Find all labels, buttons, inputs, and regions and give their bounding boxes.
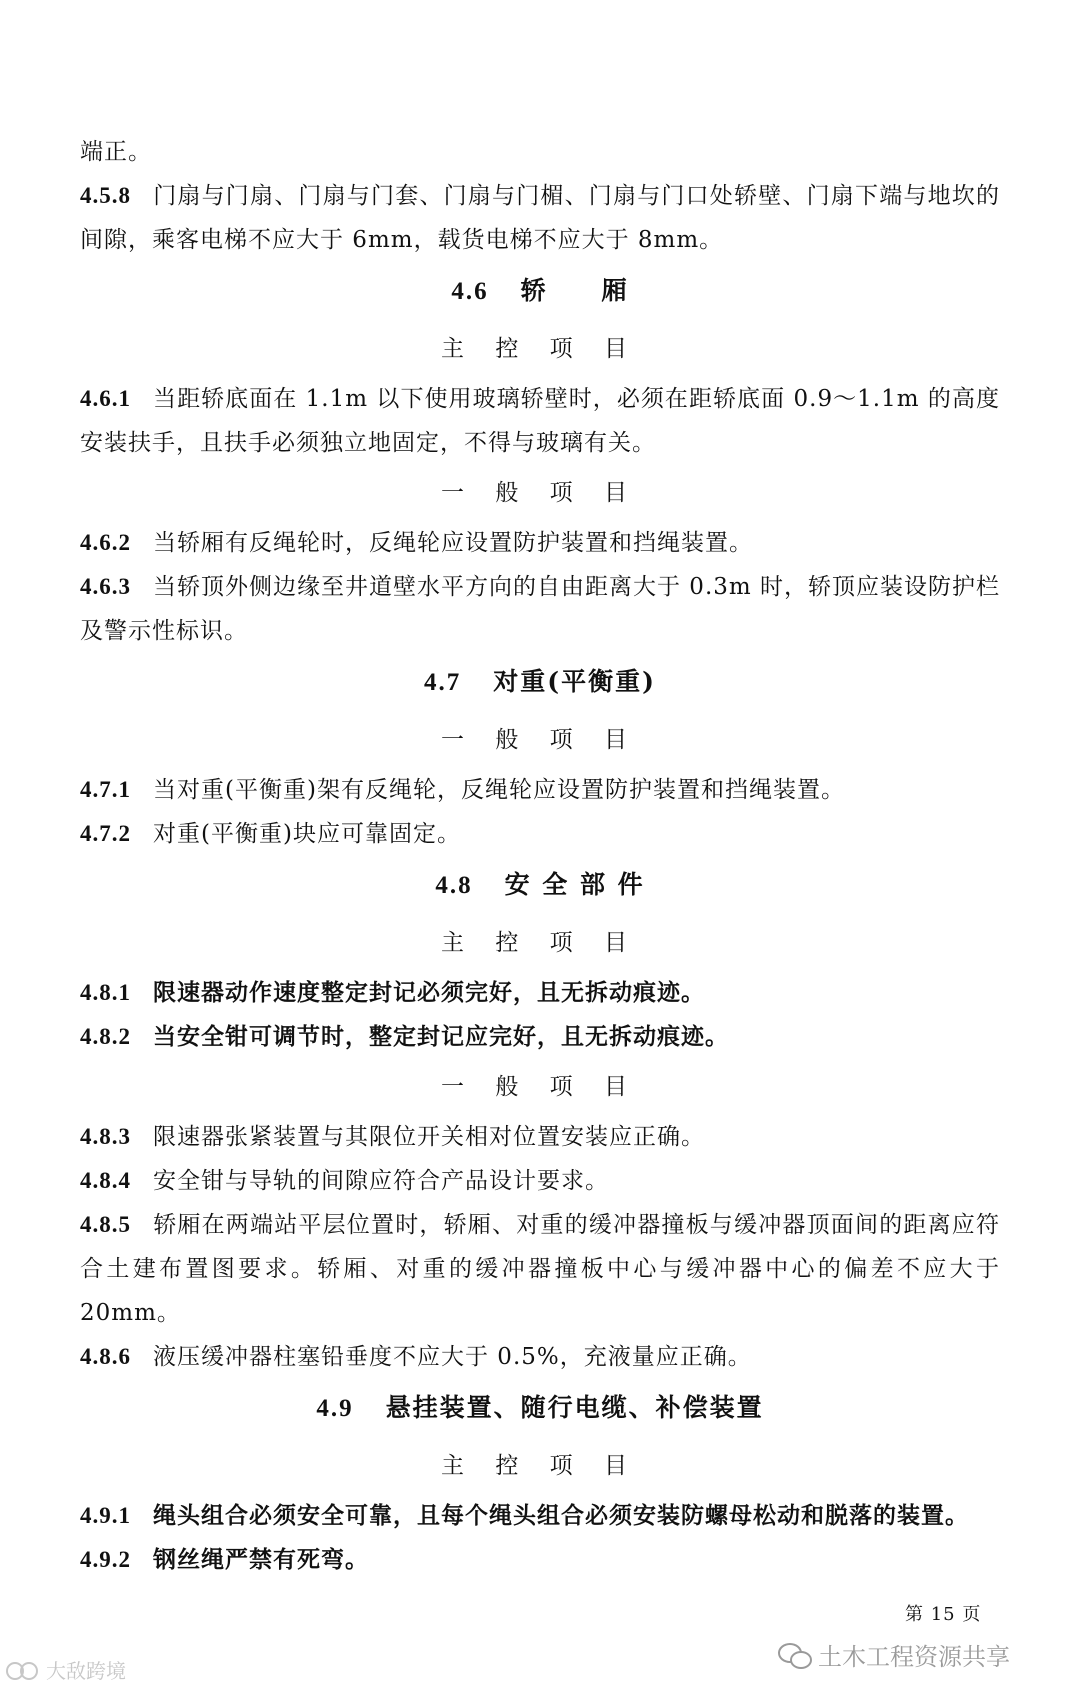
wechat-icon [778,1641,812,1669]
clause-4-8-1: 4.8.1 限速器动作速度整定封记必须完好，且无拆动痕迹。 [80,979,705,1006]
page-number: 第 15 页 [905,1604,982,1625]
section-heading-4-7: 4.7 对重(平衡重) [424,667,656,696]
subheading-general: 一 般 项 目 [441,1074,639,1100]
subheading-main-control: 主 控 项 目 [441,930,639,956]
clause-text: 门扇与门扇、门扇与门套、门扇与门楣、门扇与门口处轿壁、门扇下端与地坎的间隙，乘客电梯不应大于 6mm，载货电梯不应大于 8mm。 [80,183,1000,253]
clause-4-8-5: 4.8.5 轿厢在两端站平层位置时，轿厢、对重的缓冲器撞板与缓冲器顶面间的距离应符合土建布置图要求。轿厢、对重的缓冲器撞板中心与缓冲器中心的偏差不应大于 20mm。 [80,1212,1000,1326]
watermark-right [778,1637,1010,1672]
clause-4-9-1: 4.9.1 绳头组合必须安全可靠，且每个绳头组合必须安装防螺母松动和脱落的装置。 [80,1502,969,1529]
paragraph-continuation: 端正。 [80,139,152,165]
clause-4-8-2: 4.8.2 当安全钳可调节时，整定封记应完好，且无拆动痕迹。 [80,1023,729,1050]
brand-logo-icon [6,1659,42,1681]
clause-4-8-3: 4.8.3 限速器张紧装置与其限位开关相对位置安装应正确。 [80,1124,705,1150]
clause-4-8-4: 4.8.4 安全钳与导轨的间隙应符合产品设计要求。 [80,1168,609,1194]
clause-4-9-2: 4.9.2 钢丝绳严禁有死弯。 [80,1546,369,1573]
clause-4-6-2: 4.6.2 当轿厢有反绳轮时，反绳轮应设置防护装置和挡绳装置。 [80,530,753,556]
clause-4-5-8 [80,174,1000,262]
clause-4-8-6: 4.8.6 液压缓冲器柱塞铅垂度不应大于 0.5%，充液量应正确。 [80,1344,752,1370]
section-heading-4-9: 4.9 悬挂装置、随行电缆、补偿装置 [316,1393,764,1422]
document-page [80,130,1000,1582]
clause-number: 4.5.8 [80,183,131,208]
clause-4-6-1: 4.6.1 当距轿底面在 1.1m 以下使用玻璃轿壁时，必须在距轿底面 0.9～1.1m 的高度安装扶手，且扶手必须独立地固定，不得与玻璃有关。 [80,386,1000,456]
watermark-left-text: 大敌跨境 [46,1659,126,1683]
clause-4-7-1: 4.7.1 当对重(平衡重)架有反绳轮，反绳轮应设置防护装置和挡绳装置。 [80,777,845,803]
watermark-left [6,1655,126,1684]
subheading-general: 一 般 项 目 [441,727,639,753]
clause-4-6-3: 4.6.3 当轿顶外侧边缘至井道壁水平方向的自由距离大于 0.3m 时，轿顶应装设防护栏及警示性标识。 [80,574,1001,644]
subheading-main-control: 主 控 项 目 [441,336,639,362]
section-heading-4-6: 4.6 轿 厢 [451,276,629,305]
subheading-general: 一 般 项 目 [441,480,639,506]
watermark-right-text: 土木工程资源共享 [818,1643,1010,1671]
section-heading-4-8: 4.8 安 全 部 件 [435,870,645,899]
clause-4-7-2: 4.7.2 对重(平衡重)块应可靠固定。 [80,821,461,847]
subheading-main-control: 主 控 项 目 [441,1453,639,1479]
